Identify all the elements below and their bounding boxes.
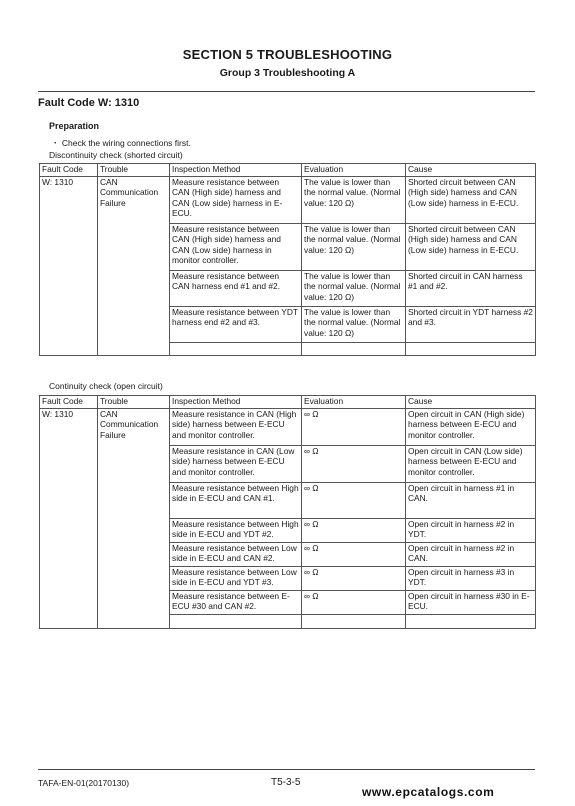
header-evaluation: Evaluation [302,396,406,409]
trouble-cell: CAN Communication Failure [98,176,170,355]
method-cell: Measure resistance between CAN harness end #1 and #2. [170,270,302,306]
discontinuity-table [39,163,536,356]
header-cause: Cause [406,164,536,177]
cause-cell: Open circuit in harness #2 in CAN. [406,542,536,566]
evaluation-cell: ∞ Ω [302,482,406,518]
evaluation-cell: ∞ Ω [302,590,406,614]
header-trouble: Trouble [98,164,170,177]
evaluation-cell: The value is lower than the normal value. (Normal value: 120 Ω) [302,306,406,342]
method-cell: Measure resistance between YDT harness end #2 and #3. [170,306,302,342]
header-fault-code: Fault Code [40,164,98,177]
evaluation-cell: ∞ Ω [302,518,406,542]
preparation-item: ・ Check the wiring connections first. [51,138,191,148]
cause-cell: Open circuit in harness #2 in YDT. [406,518,536,542]
cause-cell: Open circuit in harness #30 in E-ECU. [406,590,536,614]
method-cell: Measure resistance between Low side in E-ECU and CAN #2. [170,542,302,566]
discontinuity-caption: Discontinuity check (shorted circuit) [49,150,183,160]
evaluation-cell: ∞ Ω [302,566,406,590]
fault-code-title: Fault Code W: 1310 [38,97,140,109]
method-cell: Measure resistance between E-ECU #30 and CAN #2. [170,590,302,614]
continuity-table [39,395,536,629]
cause-cell: Open circuit in CAN (High side) harness between E-ECU and monitor controller. [406,408,536,445]
cause-cell: Shorted circuit in CAN harness #1 and #2. [406,270,536,306]
method-cell: Measure resistance in CAN (Low side) harness between E-ECU and monitor controller. [170,445,302,482]
table-row [40,408,536,445]
evaluation-cell: ∞ Ω [302,542,406,566]
table-row [40,176,536,223]
watermark-text: www.epcatalogs.com [362,785,495,799]
preparation-heading: Preparation [49,121,100,131]
fault-code-cell: W: 1310 [40,408,98,628]
header-evaluation: Evaluation [302,164,406,177]
footer-divider [38,769,535,770]
continuity-caption: Continuity check (open circuit) [49,381,163,391]
cause-cell: Open circuit in harness #1 in CAN. [406,482,536,518]
cause-cell: Open circuit in harness #3 in YDT. [406,566,536,590]
evaluation-cell: ∞ Ω [302,445,406,482]
cause-cell: Open circuit in CAN (Low side) harness between E-ECU and monitor controller. [406,445,536,482]
page-number: T5-3-5 [271,777,301,788]
trouble-cell: CAN Communication Failure [98,408,170,628]
table-header-row [40,396,536,409]
cause-cell: Shorted circuit in YDT harness #2 and #3. [406,306,536,342]
method-cell: Measure resistance in CAN (High side) harness between E-ECU and monitor controller. [170,408,302,445]
section-title: SECTION 5 TROUBLESHOOTING [182,47,393,62]
evaluation-cell: The value is lower than the normal value. (Normal value: 120 Ω) [302,270,406,306]
header-cause: Cause [406,396,536,409]
header-inspection-method: Inspection Method [170,164,302,177]
group-title: Group 3 Troubleshooting A [219,67,356,79]
method-cell: Measure resistance between High side in E-ECU and YDT #2. [170,518,302,542]
cause-cell: Shorted circuit between CAN (High side) harness and CAN (Low side) harness in E-ECU. [406,176,536,223]
evaluation-cell: The value is lower than the normal value. (Normal value: 120 Ω) [302,176,406,223]
table-header-row [40,164,536,177]
method-cell: Measure resistance between CAN (High side) harness and CAN (Low side) harness in E-ECU. [170,176,302,223]
evaluation-cell: ∞ Ω [302,408,406,445]
cause-cell: Shorted circuit between CAN (High side) harness and CAN (Low side) harness in E-ECU. [406,223,536,270]
method-cell: Measure resistance between High side in E-ECU and CAN #1. [170,482,302,518]
evaluation-cell: The value is lower than the normal value. (Normal value: 120 Ω) [302,223,406,270]
method-cell: Measure resistance between CAN (High side) harness and CAN (Low side) harness in monitor controller. [170,223,302,270]
header-inspection-method: Inspection Method [170,396,302,409]
header-fault-code: Fault Code [40,396,98,409]
document-code: TAFA-EN-01(20170130) [38,778,130,788]
header-trouble: Trouble [98,396,170,409]
method-cell: Measure resistance between Low side in E-ECU and YDT #3. [170,566,302,590]
header-divider [38,91,535,92]
fault-code-cell: W: 1310 [40,176,98,355]
